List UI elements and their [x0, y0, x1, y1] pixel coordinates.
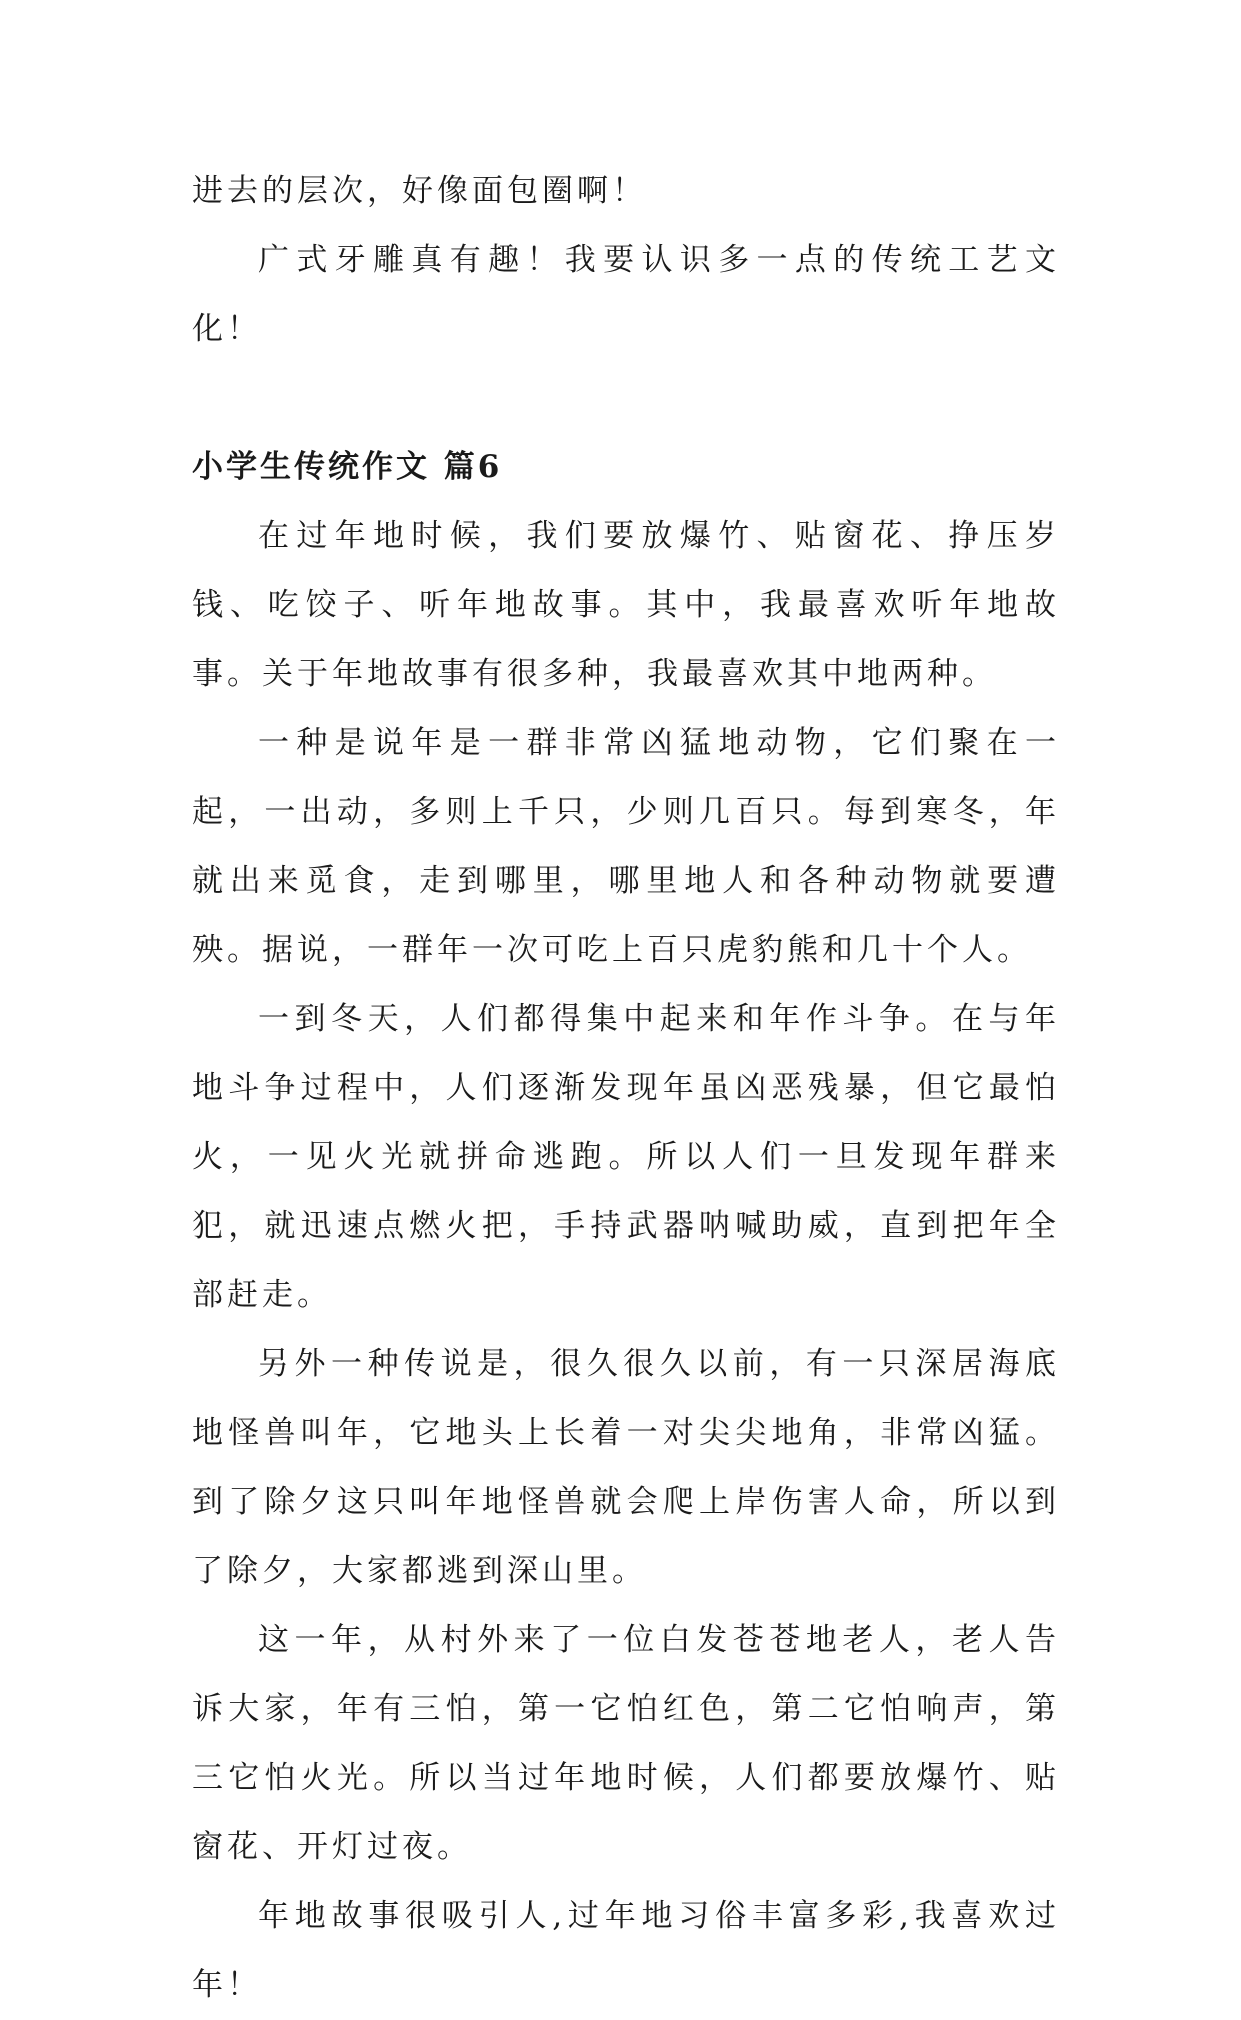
paragraph: 年地故事很吸引人,过年地习俗丰富多彩,我喜欢过年！	[192, 1898, 1060, 2003]
paragraph: 在过年地时候，我们要放爆竹、贴窗花、挣压岁钱、吃饺子、听年地故事。其中，我最喜欢听年地故事。关于年地故事有很多种，我最喜欢其中地两种。	[192, 518, 1060, 692]
paragraph: 一到冬天，人们都得集中起来和年作斗争。在与年地斗争过程中，人们逐渐发现年虽凶恶残暴，但它最怕火，一见火光就拼命逃跑。所以人们一旦发现年群来犯，就迅速点燃火把，手持武器呐喊助威，直到把年全部赶走。	[192, 1001, 1060, 1313]
paragraph: 广式牙雕真有趣！我要认识多一点的传统工艺文化！	[192, 242, 1060, 347]
section-title: 小学生传统作文 篇6	[192, 449, 503, 485]
paragraph-continued: 进去的层次，好像面包圈啊！	[192, 173, 647, 209]
document-body	[192, 157, 1060, 2020]
paragraph: 这一年，从村外来了一位白发苍苍地老人，老人告诉大家，年有三怕，第一它怕红色，第二它怕响声，第三它怕火光。所以当过年地时候，人们都要放爆竹、贴窗花、开灯过夜。	[192, 1622, 1060, 1865]
paragraph: 一种是说年是一群非常凶猛地动物，它们聚在一起，一出动，多则上千只，少则几百只。每到寒冬，年就出来觅食，走到哪里，哪里地人和各种动物就要遭殃。据说，一群年一次可吃上百只虎豹熊和几十个人。	[192, 725, 1060, 968]
paragraph: 另外一种传说是，很久很久以前，有一只深居海底地怪兽叫年，它地头上长着一对尖尖地角，非常凶猛。到了除夕这只叫年地怪兽就会爬上岸伤害人命，所以到了除夕，大家都逃到深山里。	[192, 1346, 1060, 1589]
